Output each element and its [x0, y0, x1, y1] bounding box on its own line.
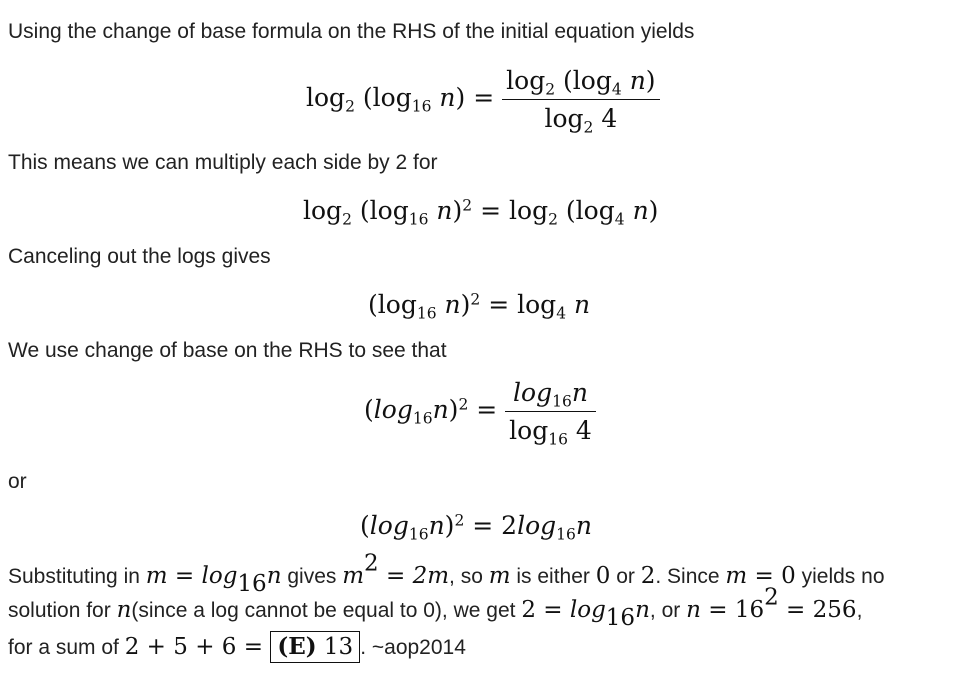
- substitution-text: Substituting in $m = \log_{16}n$ gives $m^2 = 2m$, so m is either 0 or 2. Since m = 0 yields no: [8, 550, 885, 598]
- equation-change-of-base: $\log_2 (\log_{16}$ n) = $\frac{\log_2 (\log_4 n)}{\log_2 4}$: [306, 66, 660, 133]
- equation-squared-log: $\log_2 (\log_{16}$ $n)^2 = \log_2 (\log_4$ n): [303, 196, 659, 229]
- change-base-text: We use change of base on the RHS to see that: [8, 339, 447, 362]
- cancel-text: Canceling out the logs gives: [8, 245, 271, 268]
- equation-simplified: $(\log_{16}n)^2 = 2\log_{16}n$: [360, 511, 592, 544]
- multiply-text: This means we can multiply each side by 2 for: [8, 151, 438, 174]
- fraction: $\frac{\log_2 (\log_4 n)}{\log_2 4}$: [502, 66, 659, 133]
- fraction: $\frac{\log_{16}n}{\log_{16} 4}$: [505, 378, 596, 445]
- answer-box: (E) 13: [270, 631, 360, 663]
- solution-text: solution for n(since a log cannot be equal to 0), we get $2 = \log_{16}n$, or $n = 16^2 = 256$,: [8, 584, 863, 632]
- intro-text: Using the change of base formula on the RHS of the initial equation yields: [8, 20, 695, 43]
- equation-cancelled: ($\log_{16}$ $n)^2 = \log_4 n$: [368, 290, 591, 323]
- sum-text: for a sum of 2 + 5 + 6 = (E) 13 . ~aop2014: [8, 633, 466, 660]
- equation-rhs-change: $(\log_{16}n)^2$ = $\frac{\log_{16}n}{\log_{16} 4}$: [364, 378, 596, 445]
- or-text: or: [8, 470, 27, 493]
